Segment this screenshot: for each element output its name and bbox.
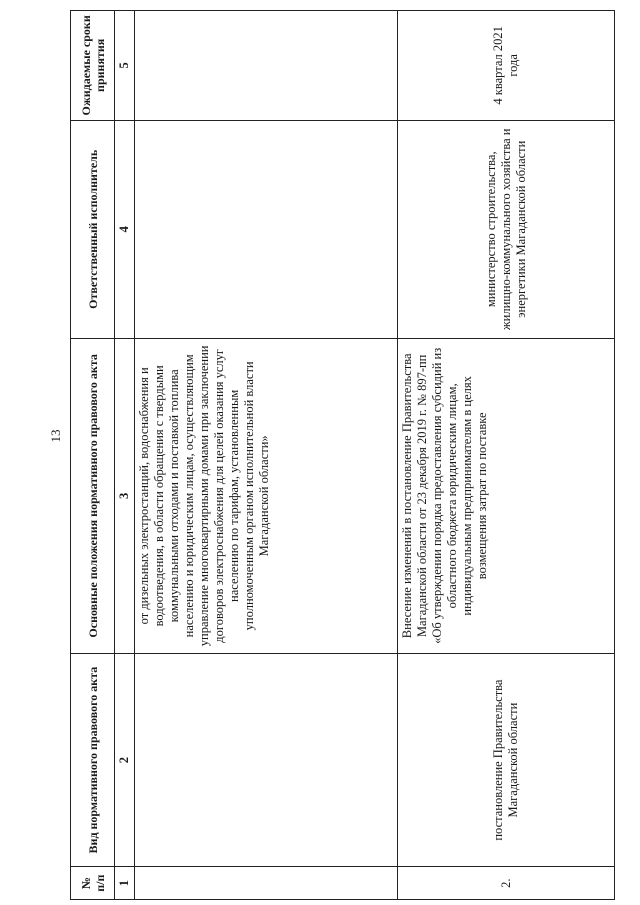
row-deadline: 4 квартал 2021 года <box>398 11 615 121</box>
row-executor <box>135 120 398 338</box>
row-num <box>135 867 398 900</box>
column-number: 4 <box>115 120 135 338</box>
row-act-content: Внесение изменений в постановление Правительства Магаданской области от 23 декабря 2019 г. № 897-пп «Об утверждении порядка предоставления субсидий из областного бюджета юридическим лицам, индивидуальным предпринимателям в целях возмещения затрат по поставке <box>398 338 615 653</box>
page-number: 13 <box>48 429 63 443</box>
row-act-type <box>135 653 398 867</box>
row-act-type: постановление Правительства Магаданской области <box>398 653 615 867</box>
header-executor: Ответственный исполнитель <box>71 120 115 338</box>
column-number: 5 <box>115 11 135 121</box>
regulatory-acts-table <box>70 10 615 900</box>
table-row <box>135 11 398 900</box>
column-number-row <box>115 11 135 900</box>
row-act-content: от дизельных электростанций, водоснабжения и водоотведения, в области обращения с твердыми коммунальными отходами и поставкой топлива населению и юридическим лицам, осуществляющим управление многоквартирными домами при заключении договоров электроснабжения для целей оказания услуг населению по тарифам, установленным уполномоченным органом исполнительной власти Магаданской области» <box>135 338 398 653</box>
column-number: 2 <box>115 653 135 867</box>
header-act-type: Вид нормативного правового акта <box>71 653 115 867</box>
table-row <box>398 11 615 900</box>
rotated-table-container <box>70 10 615 900</box>
header-deadline: Ожидаемые сроки принятия <box>71 11 115 121</box>
header-num: № п/п <box>71 867 115 900</box>
column-number: 1 <box>115 867 135 900</box>
column-number: 3 <box>115 338 135 653</box>
table-header-row <box>71 11 115 900</box>
row-deadline <box>135 11 398 121</box>
row-num: 2. <box>398 867 615 900</box>
header-act-content: Основные положения нормативного правового акта <box>71 338 115 653</box>
row-executor: министерство строительства, жилищно-коммунального хозяйства и энергетики Магаданской области <box>398 120 615 338</box>
